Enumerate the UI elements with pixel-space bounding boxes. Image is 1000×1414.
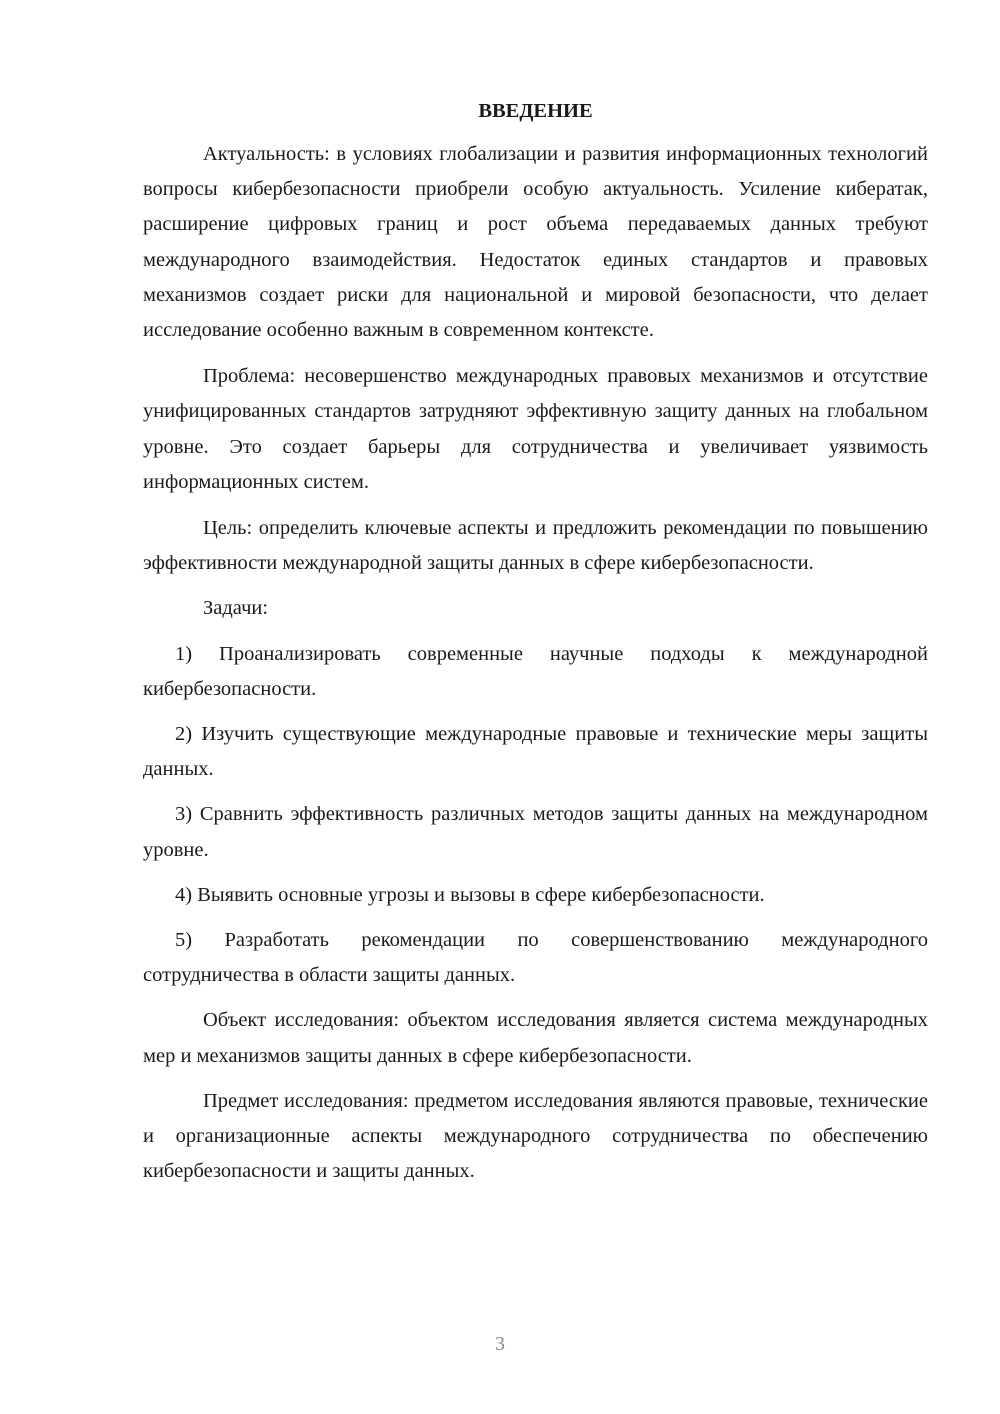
task-item-3: 3) Сравнить эффективность различных методов защиты данных на международном уровне.	[143, 803, 928, 861]
paragraph-relevance: Актуальность: в условиях глобализации и развития информационных технологий вопросы кибербезопасности приобрели особую актуальность. Усиление кибератак, расширение цифровых границ и рост объема передаваемых данных требуют международного взаимодействия. Недостаток единых стандартов и правовых механизмов создает риски для национальной и мировой безопасности, что делает исследование особенно важным в современном контексте.	[143, 143, 928, 342]
paragraph-subject: Предмет исследования: предметом исследования являются правовые, технические и организационные аспекты международного сотрудничества по обеспечению кибербезопасности и защиты данных.	[143, 1089, 928, 1183]
task-item-2: 2) Изучить существующие международные правовые и технические меры защиты данных.	[143, 723, 928, 781]
paragraph-object: Объект исследования: объектом исследования является система международных мер и механизмов защиты данных в сфере кибербезопасности.	[143, 1009, 928, 1067]
task-item-1: 1) Проанализировать современные научные подходы к международной кибербезопасности.	[143, 642, 928, 700]
page-title: ВВЕДЕНИЕ	[478, 100, 593, 122]
paragraph-goal: Цель: определить ключевые аспекты и предложить рекомендации по повышению эффективности международной защиты данных в сфере кибербезопасности.	[143, 517, 928, 575]
tasks-heading: Задачи:	[203, 597, 269, 620]
task-item-4: 4) Выявить основные угрозы и вызовы в сфере кибербезопасности.	[175, 883, 765, 906]
page-number: 3	[495, 1333, 505, 1355]
document-page	[143, 95, 928, 1189]
paragraph-problem: Проблема: несовершенство международных правовых механизмов и отсутствие унифицированных стандартов затрудняют эффективную защиту данных на глобальном уровне. Это создает барьеры для сотрудничества и увеличивает уязвимость информационных систем.	[143, 365, 928, 493]
task-item-5: 5) Разработать рекомендации по совершенствованию международного сотрудничества в области защиты данных.	[143, 929, 928, 987]
